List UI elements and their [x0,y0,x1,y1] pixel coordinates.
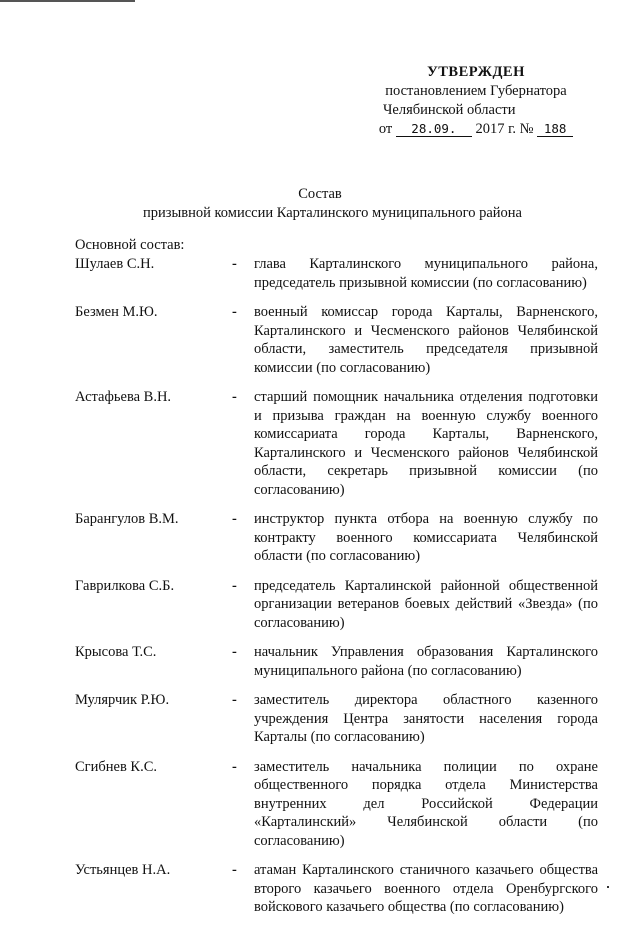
approval-number: 188 [537,122,573,137]
member-position: старший помощник начальника отделения подготовки и призыва граждан на военную службу военного комиссариата города Карталы, Варненского, Карталинского и Чесменского районов Челябинской области, секретарь призывной комиссии (по согласованию) [254,389,598,498]
member-position: заместитель начальника полиции по охране общественного порядка отдела Министерства внутренних дел Российской Федерации «Карталинский» Челябинской области (по согласованию) [254,758,598,849]
member-name: Шулаев С.Н. [75,256,155,272]
member-name: Безмен М.Ю. [75,304,158,320]
member-row [75,577,597,633]
member-dash: - [232,577,237,594]
member-position: военный комиссар города Карталы, Варненского, Карталинского и Чесменского районов Челябинской области, заместитель председателя призывной комиссии (по согласованию) [254,304,598,376]
member-row [75,303,597,377]
member-row [75,510,597,566]
member-position: инструктор пункта отбора на военную службу по контракту военного комиссариата Челябинской области (по согласованию) [254,511,598,564]
heading-title: Состав [298,186,342,202]
member-row [75,691,597,747]
approval-block [370,63,582,139]
year-text: 2017 г. № [475,121,534,137]
member-dash: - [232,304,237,320]
approval-title: УТВЕРЖДЕН [427,64,525,80]
member-row [75,255,597,292]
member-row [75,758,597,851]
member-name: Астафьева В.Н. [75,389,172,405]
section-label: Основной состав: [75,237,185,253]
approval-date-line [370,120,582,139]
member-position: начальник Управления образования Карталинского муниципального района (по согласованию) [254,644,598,679]
members-list [75,255,597,928]
member-position: атаман Карталинского станичного казачьего общества второго казачьего военного отдела Оренбургского войскового казачьего общества (по согласованию) [254,862,598,915]
top-rule [0,0,135,2]
document-heading [0,185,640,223]
member-dash: - [232,389,237,405]
member-dash: - [232,862,237,878]
member-row [75,861,597,917]
member-name: Гаврилкова С.Б. [75,577,175,594]
member-name: Мулярчик Р.Ю. [75,692,170,708]
member-name: Барангулов В.М. [75,511,179,527]
member-dash: - [232,511,237,527]
date-prefix: от [378,121,393,137]
scan-speck [607,886,609,888]
member-name: Крысова Т.С. [75,644,157,660]
member-position: заместитель директора областного казенного учреждения Центра занятости населения города Карталы (по согласованию) [254,692,598,745]
member-row [75,388,597,499]
member-name: Устьянцев Н.А. [75,862,171,878]
member-dash: - [232,256,237,272]
member-name: Сгибнев К.С. [75,758,158,775]
member-row [75,643,597,680]
approval-line-2: Челябинской области [383,102,516,118]
member-dash: - [232,644,237,660]
approval-line-1: постановлением Губернатора [385,83,567,99]
approval-date: 28.09. [396,122,472,137]
member-position: глава Карталинского муниципального района, председатель призывной комиссии (по согласованию) [254,256,598,291]
member-dash: - [232,758,237,775]
member-dash: - [232,692,237,708]
member-position: председатель Карталинской районной общественной организации ветеранов боевых действий «Звезда» (по согласованию) [254,577,598,631]
heading-subtitle: призывной комиссии Карталинского муниципального района [143,205,522,221]
